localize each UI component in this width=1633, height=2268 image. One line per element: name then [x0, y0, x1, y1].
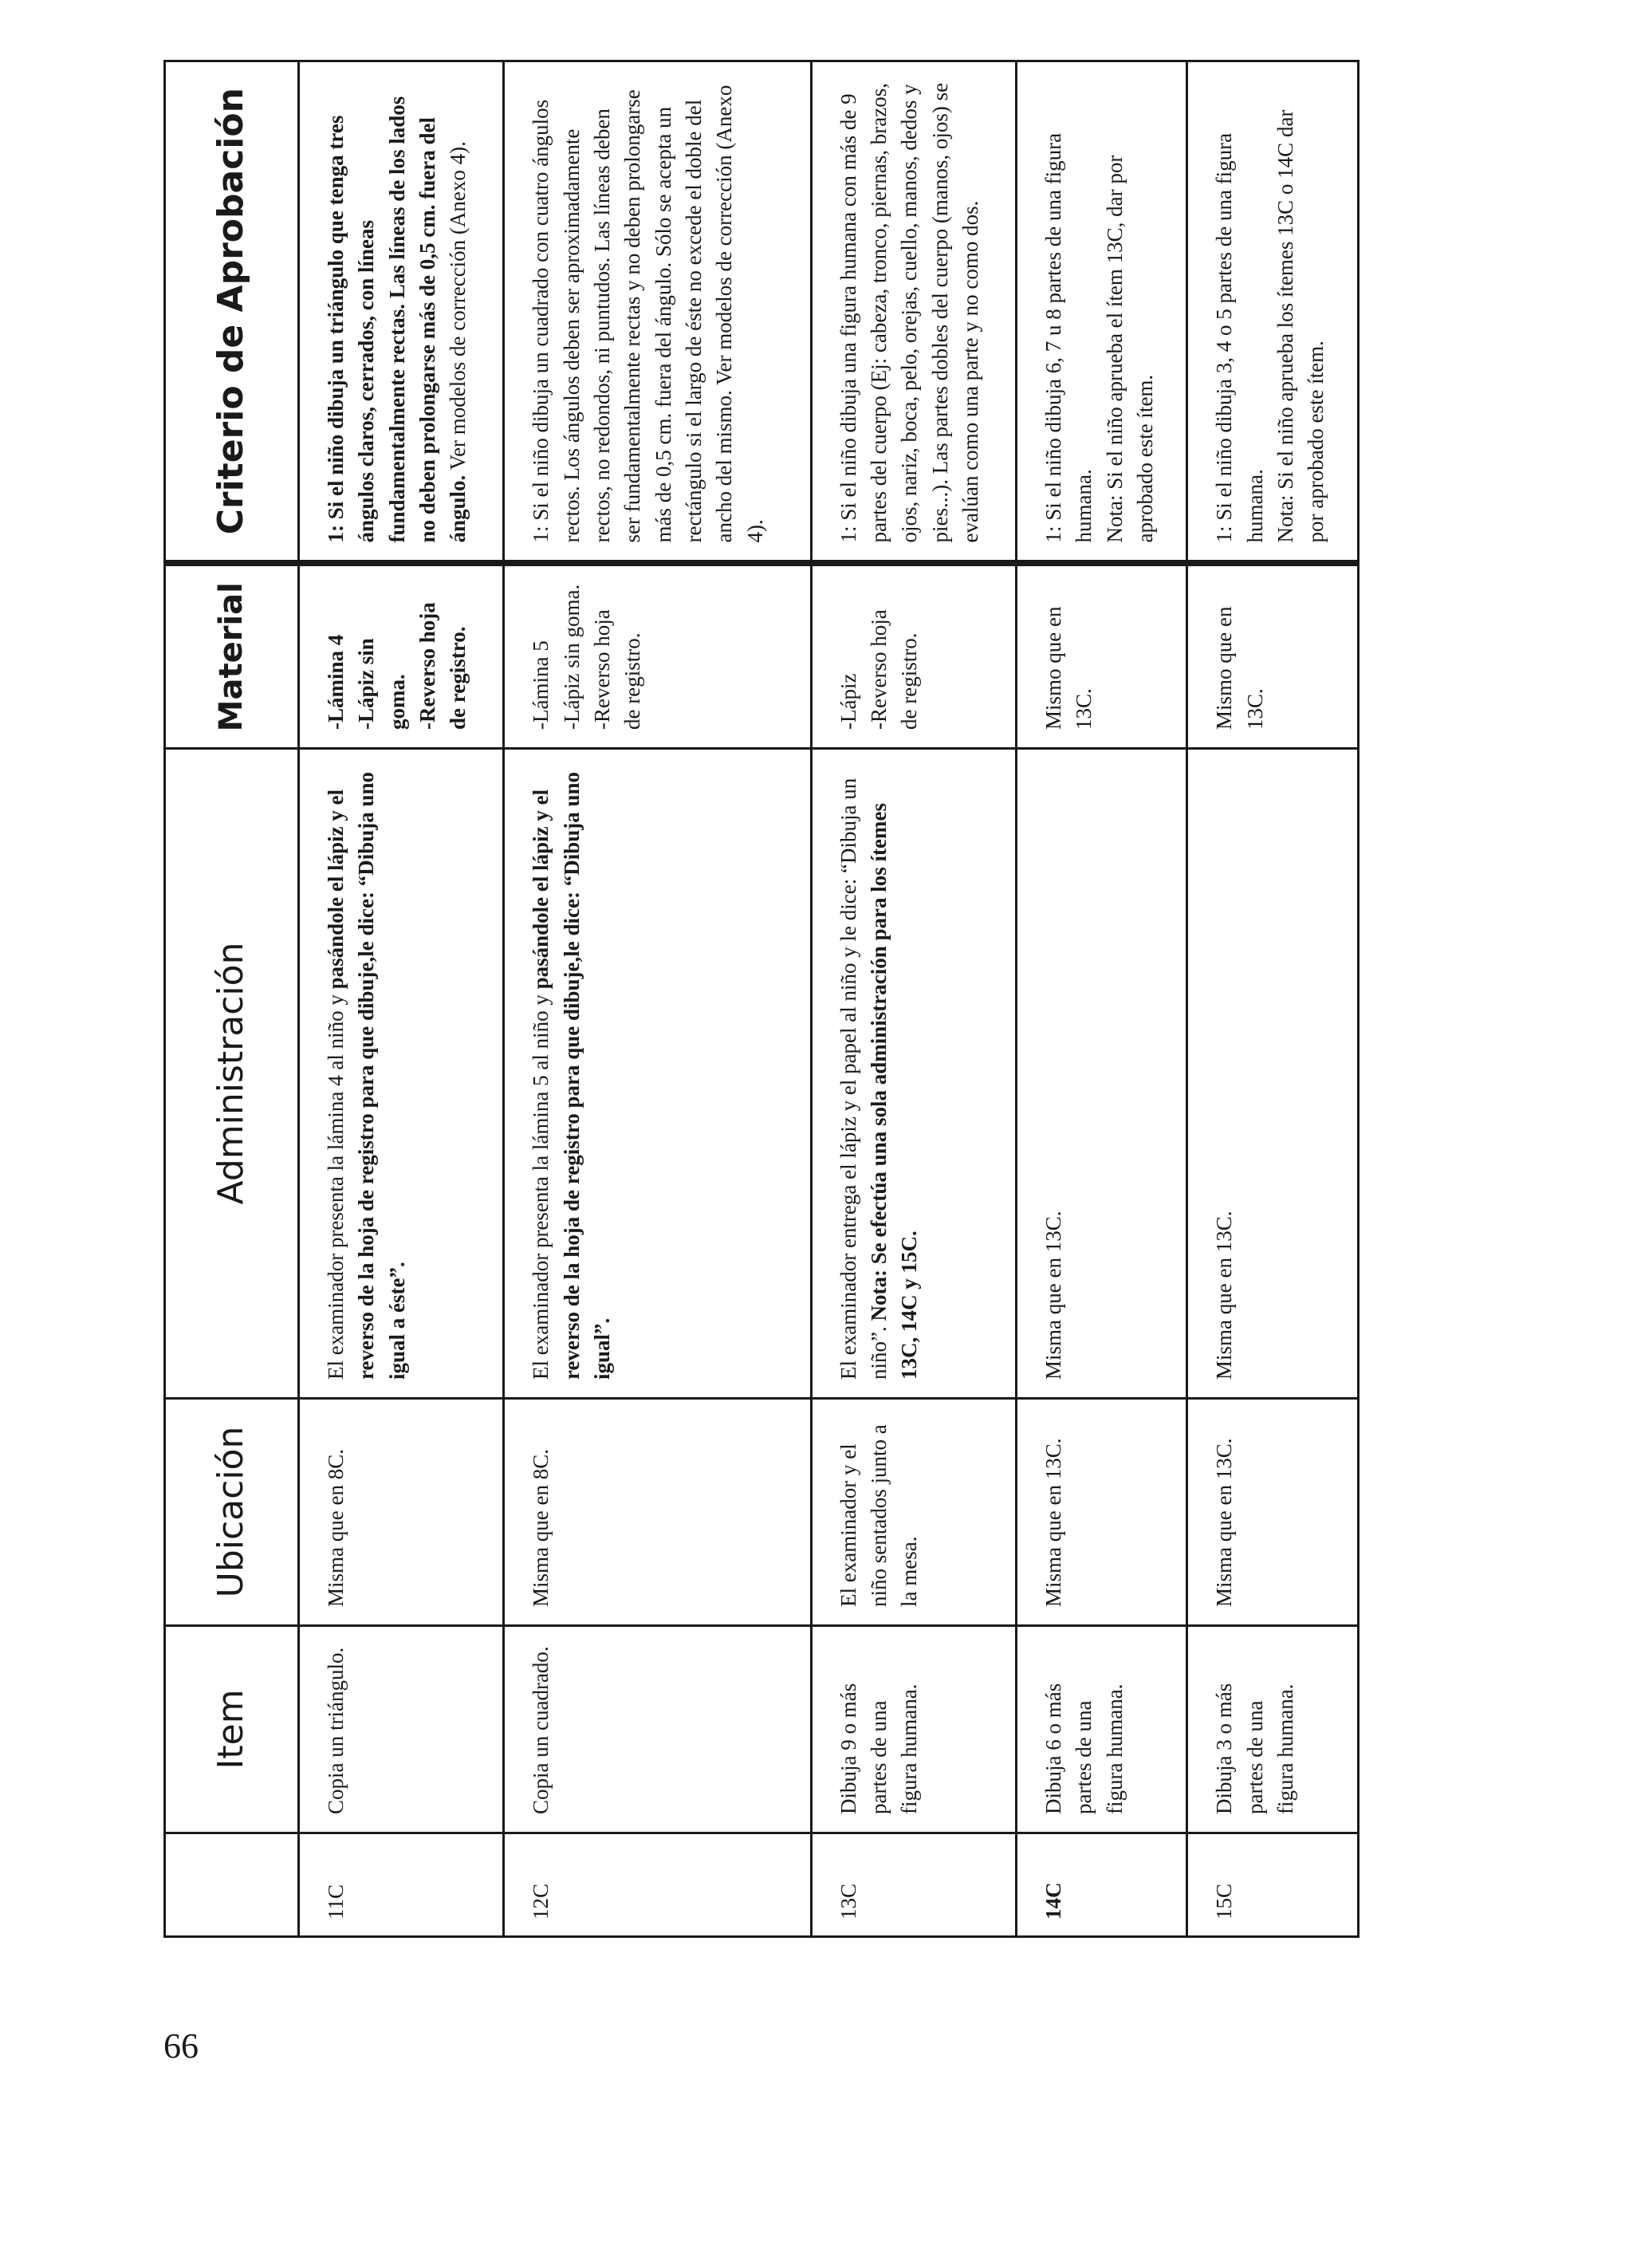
- item-ubicacion: Misma que en 8C.: [504, 1399, 812, 1626]
- admin-text-bold: pasándole el lápiz y el reverso de la hoja de registro para que dibuje,le dice: “Dibuja uno igual”.: [529, 772, 614, 1380]
- item-administracion: [811, 749, 1016, 1399]
- admin-text: Misma que en 13C.: [1212, 1211, 1237, 1380]
- item-description: Dibuja 3 o más partes de una figura humana.: [1187, 1626, 1359, 1833]
- item-code: 11C: [299, 1833, 504, 1937]
- item-material: Mismo que en 13C.: [1016, 564, 1186, 749]
- header-administracion: Administración: [165, 749, 299, 1399]
- admin-text-bold: pasándole el lápiz y el reverso de la hoja de registro para que dibuje,le dice: “Dibuja uno igual a éste”.: [324, 772, 409, 1380]
- admin-text: El examinador presenta la lámina 5 al niño y: [529, 989, 553, 1380]
- item-description: Copia un triángulo.: [299, 1626, 504, 1833]
- item-ubicacion: Misma que en 13C.: [1016, 1399, 1186, 1626]
- item-description: Dibuja 6 o más partes de una figura humana.: [1016, 1626, 1186, 1833]
- table-row: [811, 61, 1016, 1937]
- header-ubicacion: Ubicación: [165, 1399, 299, 1626]
- rotated-table-container: [163, 62, 1360, 1938]
- admin-text: El examinador presenta la lámina 4 al niño y: [324, 989, 348, 1380]
- header-material: Material: [165, 564, 299, 749]
- item-code: 15C: [1187, 1833, 1359, 1937]
- item-administracion: [1187, 749, 1359, 1399]
- item-description: Dibuja 9 o más partes de una figura humana.: [811, 1626, 1016, 1833]
- item-administracion: [299, 749, 504, 1399]
- page-number: 66: [163, 2026, 199, 2065]
- criterio-text: 1: Si el niño dibuja 3, 4 o 5 partes de una figura humana. Nota: Si el niño aprueba los ítemes 13C o 14C dar por aprobado este ítem.: [1212, 109, 1328, 543]
- item-material: -Lámina 4 -Lápiz sin goma. -Reverso hoja de registro.: [299, 564, 504, 749]
- admin-text: Misma que en 13C.: [1041, 1211, 1065, 1380]
- item-material: -Lámina 5 -Lápiz sin goma. -Reverso hoja de registro.: [504, 564, 812, 749]
- header-criterio: Criterio de Aprobación: [165, 61, 299, 564]
- criterio-text: Ver modelos de corrección (Anexo 4).: [446, 141, 470, 475]
- table-row: [504, 61, 812, 1937]
- evaluation-table: [163, 60, 1360, 1938]
- item-ubicacion: El examinador y el niño sentados junto a la mesa.: [811, 1399, 1016, 1626]
- item-ubicacion: Misma que en 13C.: [1187, 1399, 1359, 1626]
- item-criterio: [504, 61, 812, 564]
- item-description: Copia un cuadrado.: [504, 1626, 812, 1833]
- header-code: [165, 1833, 299, 1937]
- item-code: 13C: [811, 1833, 1016, 1937]
- header-row: [165, 61, 299, 1937]
- admin-text-bold: Nota: Se efectúa una sola administración para los ítemes 13C, 14C y 15C.: [867, 803, 922, 1380]
- criterio-text: 1: Si el niño dibuja una figura humana con más de 9 partes del cuerpo (Ej: cabeza, tronco, piernas, brazos, ojos, nariz, boca, pelo, orejas, cuello, manos, dedos y pies...). Las partes dobles del cuerpo (manos, ojos) se evalúan como una parte y no como dos.: [836, 82, 983, 543]
- item-material: -Lápiz -Reverso hoja de registro.: [811, 564, 1016, 749]
- item-material: Mismo que en 13C.: [1187, 564, 1359, 749]
- criterio-text: 1: Si el niño dibuja 6, 7 u 8 partes de una figura humana. Nota: Si el niño aprueba el ítem 13C, dar por aprobado este ítem.: [1041, 132, 1157, 543]
- item-administracion: [504, 749, 812, 1399]
- item-criterio: [1016, 61, 1186, 564]
- criterio-text: 1: Si el niño dibuja un cuadrado con cuatro ángulos rectos. Los ángulos deben ser aproximadamente rectos, no redondos, ni puntudos. Las líneas deben ser fundamentalmente rectas y no deben prolongarse más de 0,5 cm. fuera del ángulo. Sólo se acepta un rectángulo si el largo de éste no excede el doble del ancho del mismo. Ver modelos de corrección (Anexo 4).: [529, 85, 767, 543]
- header-item: Item: [165, 1626, 299, 1833]
- item-code: 12C: [504, 1833, 812, 1937]
- item-criterio: [1187, 61, 1359, 564]
- table-row: [1016, 61, 1186, 1937]
- criterio-text-bold: 1: Si el niño dibuja un triángulo que tenga tres ángulos claros, cerrados, con líneas fundamentalmente rectas. Las líneas de los lados no deben prolongarse más de 0,5 cm. fuera del ángulo.: [324, 96, 470, 543]
- item-criterio: [811, 61, 1016, 564]
- table-row: [1187, 61, 1359, 1937]
- item-criterio: [299, 61, 504, 564]
- item-administracion: [1016, 749, 1186, 1399]
- item-ubicacion: Misma que en 8C.: [299, 1399, 504, 1626]
- item-code: 14C: [1016, 1833, 1186, 1937]
- admin-text: El examinador entrega el lápiz y el papel al niño y le dice: “Dibuja un niño”.: [836, 778, 891, 1380]
- table-row: [299, 61, 504, 1937]
